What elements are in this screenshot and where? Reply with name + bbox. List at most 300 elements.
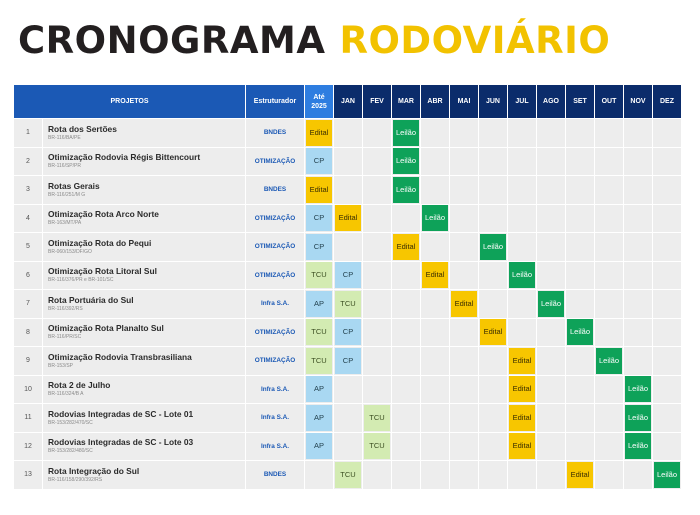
milestone-blue: CP [306,234,332,260]
cell-ago [537,233,565,261]
cell-jun [479,205,507,233]
project-name: Otimização Rodovia Régis Bittencourt [48,152,201,163]
cell-fev [363,262,391,290]
schedule-body [14,119,681,489]
estruturador: Infra S.A. [246,433,304,461]
project-cell [43,376,245,404]
cell-jun [479,461,507,489]
header-ate-2025 [305,85,333,118]
milestone-green: Leilão [625,405,651,431]
header-month-abr: ABR [421,85,449,118]
project-code: BR-153/282/480/SC [48,448,93,455]
cell-jan [334,433,362,461]
cell-out [595,290,623,318]
cell-out [595,262,623,290]
project-name: Rota 2 de Julho [48,380,111,391]
table-row [14,461,681,489]
project-code: BR-116/158/290/392/RS [48,476,103,483]
cell-fev [363,148,391,176]
row-number: 5 [14,233,42,261]
cell-ate-2025 [305,319,333,347]
milestone-yellow: Edital [335,205,361,231]
cell-out [595,205,623,233]
milestone-green: Leilão [509,262,535,288]
project-cell [43,262,245,290]
cell-abr [421,433,449,461]
project-code: BR-116/251/M G [48,191,86,198]
cell-jun [479,262,507,290]
project-code: BR-153/SP [48,362,74,369]
cell-dez [653,205,681,233]
milestone-yellow: Edital [509,376,535,402]
cell-ago [537,319,565,347]
cell-fev [363,433,391,461]
schedule-table [13,84,682,490]
cell-out [595,148,623,176]
cell-mai [450,148,478,176]
cell-jul [508,205,536,233]
cell-ate-2025 [305,176,333,204]
cell-ago [537,262,565,290]
cell-ate-2025 [305,290,333,318]
project-cell [43,461,245,489]
cell-dez [653,461,681,489]
cell-fev [363,376,391,404]
cell-fev [363,319,391,347]
project-code: BR-116/BA/PE [48,134,81,141]
cell-set [566,262,594,290]
milestone-yellow: Edital [393,234,419,260]
cell-out [595,433,623,461]
cell-jun [479,119,507,147]
cell-jul [508,176,536,204]
cell-mar [392,404,420,432]
table-row [14,404,681,432]
cell-out [595,404,623,432]
cell-jan [334,319,362,347]
milestone-green: Leilão [538,291,564,317]
header-month-jan: JAN [334,85,362,118]
cell-set [566,176,594,204]
cell-jul [508,461,536,489]
estruturador: OTIMIZAÇÃO [246,319,304,347]
cell-jan [334,290,362,318]
milestone-blue: CP [335,262,361,288]
milestone-blue: CP [335,348,361,374]
cell-nov [624,347,652,375]
cell-jan [334,461,362,489]
page-title [18,19,611,62]
milestone-green: Leilão [625,433,651,459]
milestone-green: Leilão [480,234,506,260]
table-row [14,262,681,290]
cell-set [566,119,594,147]
row-number: 2 [14,148,42,176]
header-month-mar: MAR [392,85,420,118]
project-code: BR-116/324/B A [48,391,84,398]
header-ate-year: 2025 [311,102,327,110]
estruturador: BNDES [246,176,304,204]
cell-set [566,319,594,347]
row-number: 12 [14,433,42,461]
milestone-blue: AP [306,433,332,459]
table-row [14,319,681,347]
project-code: BR-116/SP/PR [48,163,81,170]
cell-nov [624,233,652,261]
cell-fev [363,233,391,261]
cell-nov [624,319,652,347]
cell-nov [624,376,652,404]
cell-out [595,461,623,489]
project-name: Otimização Rota Planalto Sul [48,323,164,334]
project-cell [43,205,245,233]
milestone-lgreen: TCU [335,291,361,317]
cell-nov [624,119,652,147]
table-row [14,433,681,461]
cell-out [595,176,623,204]
milestone-yellow: Edital [451,291,477,317]
cell-jan [334,376,362,404]
cell-jul [508,376,536,404]
cell-dez [653,233,681,261]
estruturador: Infra S.A. [246,376,304,404]
cell-mai [450,290,478,318]
milestone-yellow: Edital [306,177,332,203]
cell-ate-2025 [305,404,333,432]
milestone-lgreen: TCU [364,405,390,431]
cell-jan [334,404,362,432]
milestone-blue: CP [335,319,361,345]
cell-out [595,347,623,375]
cell-ate-2025 [305,461,333,489]
cell-ate-2025 [305,233,333,261]
cell-mai [450,433,478,461]
estruturador: OTIMIZAÇÃO [246,205,304,233]
cell-ago [537,148,565,176]
cell-abr [421,148,449,176]
cell-abr [421,233,449,261]
header-row [14,85,681,118]
cell-ago [537,290,565,318]
cell-fev [363,461,391,489]
cell-ago [537,119,565,147]
header-month-set: SET [566,85,594,118]
milestone-green: Leilão [625,376,651,402]
cell-dez [653,376,681,404]
cell-jan [334,176,362,204]
table-row [14,376,681,404]
project-cell [43,319,245,347]
milestone-green: Leilão [567,319,593,345]
table-row [14,176,681,204]
cell-dez [653,404,681,432]
cell-mar [392,433,420,461]
table-row [14,205,681,233]
milestone-green: Leilão [654,462,680,488]
header-month-dez: DEZ [653,85,681,118]
cell-out [595,233,623,261]
cell-jan [334,347,362,375]
estruturador: OTIMIZAÇÃO [246,262,304,290]
cell-mar [392,119,420,147]
cell-ate-2025 [305,433,333,461]
project-cell [43,404,245,432]
milestone-lgreen: TCU [306,319,332,345]
cell-set [566,404,594,432]
cell-jun [479,376,507,404]
cell-dez [653,319,681,347]
cell-nov [624,148,652,176]
project-name: Otimização Rota Litoral Sul [48,266,157,277]
cell-nov [624,290,652,318]
cell-mai [450,205,478,233]
project-name: Rota Portuária do Sul [48,294,134,305]
milestone-blue: AP [306,376,332,402]
project-code: BR-116/376/PR e BR-101/SC [48,277,114,284]
project-cell [43,433,245,461]
milestone-green: Leilão [393,120,419,146]
cell-mar [392,148,420,176]
cell-nov [624,404,652,432]
estruturador: Infra S.A. [246,404,304,432]
cell-mar [392,290,420,318]
milestone-blue: AP [306,291,332,317]
project-code: BR-116/392/RS [48,305,83,312]
estruturador: OTIMIZAÇÃO [246,347,304,375]
cell-dez [653,433,681,461]
cell-jun [479,319,507,347]
cell-abr [421,404,449,432]
cell-ago [537,404,565,432]
cell-abr [421,347,449,375]
cell-jul [508,404,536,432]
cell-jul [508,233,536,261]
milestone-yellow: Edital [509,348,535,374]
cell-set [566,233,594,261]
header-month-out: OUT [595,85,623,118]
project-name: Rota Integração do Sul [48,465,140,476]
row-number: 7 [14,290,42,318]
cell-jun [479,347,507,375]
header-month-mai: MAI [450,85,478,118]
header-projetos: PROJETOS [14,85,245,118]
header-month-ago: AGO [537,85,565,118]
project-name: Otimização Rodovia Transbrasiliana [48,351,192,362]
cell-ago [537,461,565,489]
table-row [14,233,681,261]
header-estruturador: Estruturador [246,85,304,118]
cell-jul [508,433,536,461]
cell-jan [334,119,362,147]
header-ate-label: Até [313,93,325,101]
cell-dez [653,176,681,204]
header-month-jun: JUN [479,85,507,118]
cell-nov [624,461,652,489]
cell-set [566,461,594,489]
cell-ago [537,347,565,375]
cell-nov [624,433,652,461]
cell-mar [392,461,420,489]
cell-dez [653,119,681,147]
table-row [14,119,681,147]
milestone-yellow: Edital [306,120,332,146]
cell-set [566,290,594,318]
cell-abr [421,376,449,404]
row-number: 10 [14,376,42,404]
cell-ate-2025 [305,205,333,233]
milestone-green: Leilão [422,205,448,231]
milestone-yellow: Edital [567,462,593,488]
cell-abr [421,119,449,147]
project-cell [43,233,245,261]
cell-mai [450,404,478,432]
estruturador: Infra S.A. [246,290,304,318]
milestone-blue: CP [306,148,332,174]
cell-fev [363,290,391,318]
row-number: 8 [14,319,42,347]
project-cell [43,290,245,318]
cell-abr [421,319,449,347]
cell-ate-2025 [305,148,333,176]
header-month-nov: NOV [624,85,652,118]
cell-jan [334,205,362,233]
project-code: BR-060/153/DF/GO [48,248,92,255]
cell-dez [653,148,681,176]
cell-mar [392,262,420,290]
cell-mar [392,319,420,347]
milestone-green: Leilão [393,148,419,174]
cell-jun [479,148,507,176]
cell-nov [624,262,652,290]
title-part-1: CRONOGRAMA [18,19,326,62]
milestone-yellow: Edital [422,262,448,288]
cell-set [566,148,594,176]
cell-jul [508,148,536,176]
estruturador: OTIMIZAÇÃO [246,233,304,261]
milestone-lgreen: TCU [306,348,332,374]
cell-fev [363,205,391,233]
milestone-green: Leilão [393,177,419,203]
row-number: 4 [14,205,42,233]
cell-mar [392,176,420,204]
cell-mai [450,376,478,404]
header-month-jul: JUL [508,85,536,118]
header-month-fev: FEV [363,85,391,118]
cell-dez [653,347,681,375]
cell-mai [450,262,478,290]
cell-set [566,376,594,404]
cell-out [595,376,623,404]
cell-jul [508,119,536,147]
cell-mai [450,319,478,347]
project-name: Rodovias Integradas de SC - Lote 01 [48,408,194,419]
cell-jan [334,148,362,176]
cell-jun [479,233,507,261]
project-code: BR-153/282/470/SC [48,419,93,426]
cell-mai [450,119,478,147]
cell-abr [421,461,449,489]
project-name: Otimização Rota do Pequi [48,237,152,248]
cell-set [566,433,594,461]
cell-mai [450,461,478,489]
cell-set [566,347,594,375]
milestone-yellow: Edital [480,319,506,345]
project-name: Otimização Rota Arco Norte [48,209,159,220]
project-code: BR-163/MT/PA [48,220,82,227]
project-name: Rota dos Sertões [48,123,117,134]
cell-jul [508,319,536,347]
cell-nov [624,176,652,204]
cell-jan [334,262,362,290]
cell-ago [537,433,565,461]
cell-set [566,205,594,233]
cell-jun [479,176,507,204]
project-cell [43,347,245,375]
cell-ago [537,376,565,404]
cell-mai [450,233,478,261]
estruturador: BNDES [246,119,304,147]
cell-jun [479,433,507,461]
cell-ago [537,205,565,233]
cell-fev [363,347,391,375]
table-row [14,347,681,375]
cell-ate-2025 [305,347,333,375]
cell-mai [450,347,478,375]
estruturador: OTIMIZAÇÃO [246,148,304,176]
estruturador: BNDES [246,461,304,489]
milestone-lgreen: TCU [335,462,361,488]
cell-fev [363,404,391,432]
table-row [14,290,681,318]
cell-abr [421,205,449,233]
milestone-green: Leilão [596,348,622,374]
cell-out [595,119,623,147]
milestone-blue: AP [306,405,332,431]
cell-fev [363,119,391,147]
milestone-lgreen: TCU [306,262,332,288]
cell-abr [421,290,449,318]
cell-jun [479,290,507,318]
title-part-2: RODOVIÁRIO [339,19,611,62]
cell-abr [421,176,449,204]
cell-mai [450,176,478,204]
milestone-yellow: Edital [509,405,535,431]
cell-fev [363,176,391,204]
cell-ate-2025 [305,376,333,404]
milestone-blue: CP [306,205,332,231]
cell-mar [392,233,420,261]
cell-mar [392,347,420,375]
row-number: 6 [14,262,42,290]
cell-dez [653,262,681,290]
row-number: 11 [14,404,42,432]
project-code: BR-116/PR/SC [48,334,82,341]
project-cell [43,119,245,147]
cell-out [595,319,623,347]
cell-jul [508,262,536,290]
row-number: 9 [14,347,42,375]
row-number: 1 [14,119,42,147]
cell-jan [334,233,362,261]
cell-jun [479,404,507,432]
project-name: Rotas Gerais [48,180,100,191]
project-cell [43,148,245,176]
milestone-yellow: Edital [509,433,535,459]
cell-mar [392,205,420,233]
cell-nov [624,205,652,233]
cell-ate-2025 [305,262,333,290]
cell-ate-2025 [305,119,333,147]
